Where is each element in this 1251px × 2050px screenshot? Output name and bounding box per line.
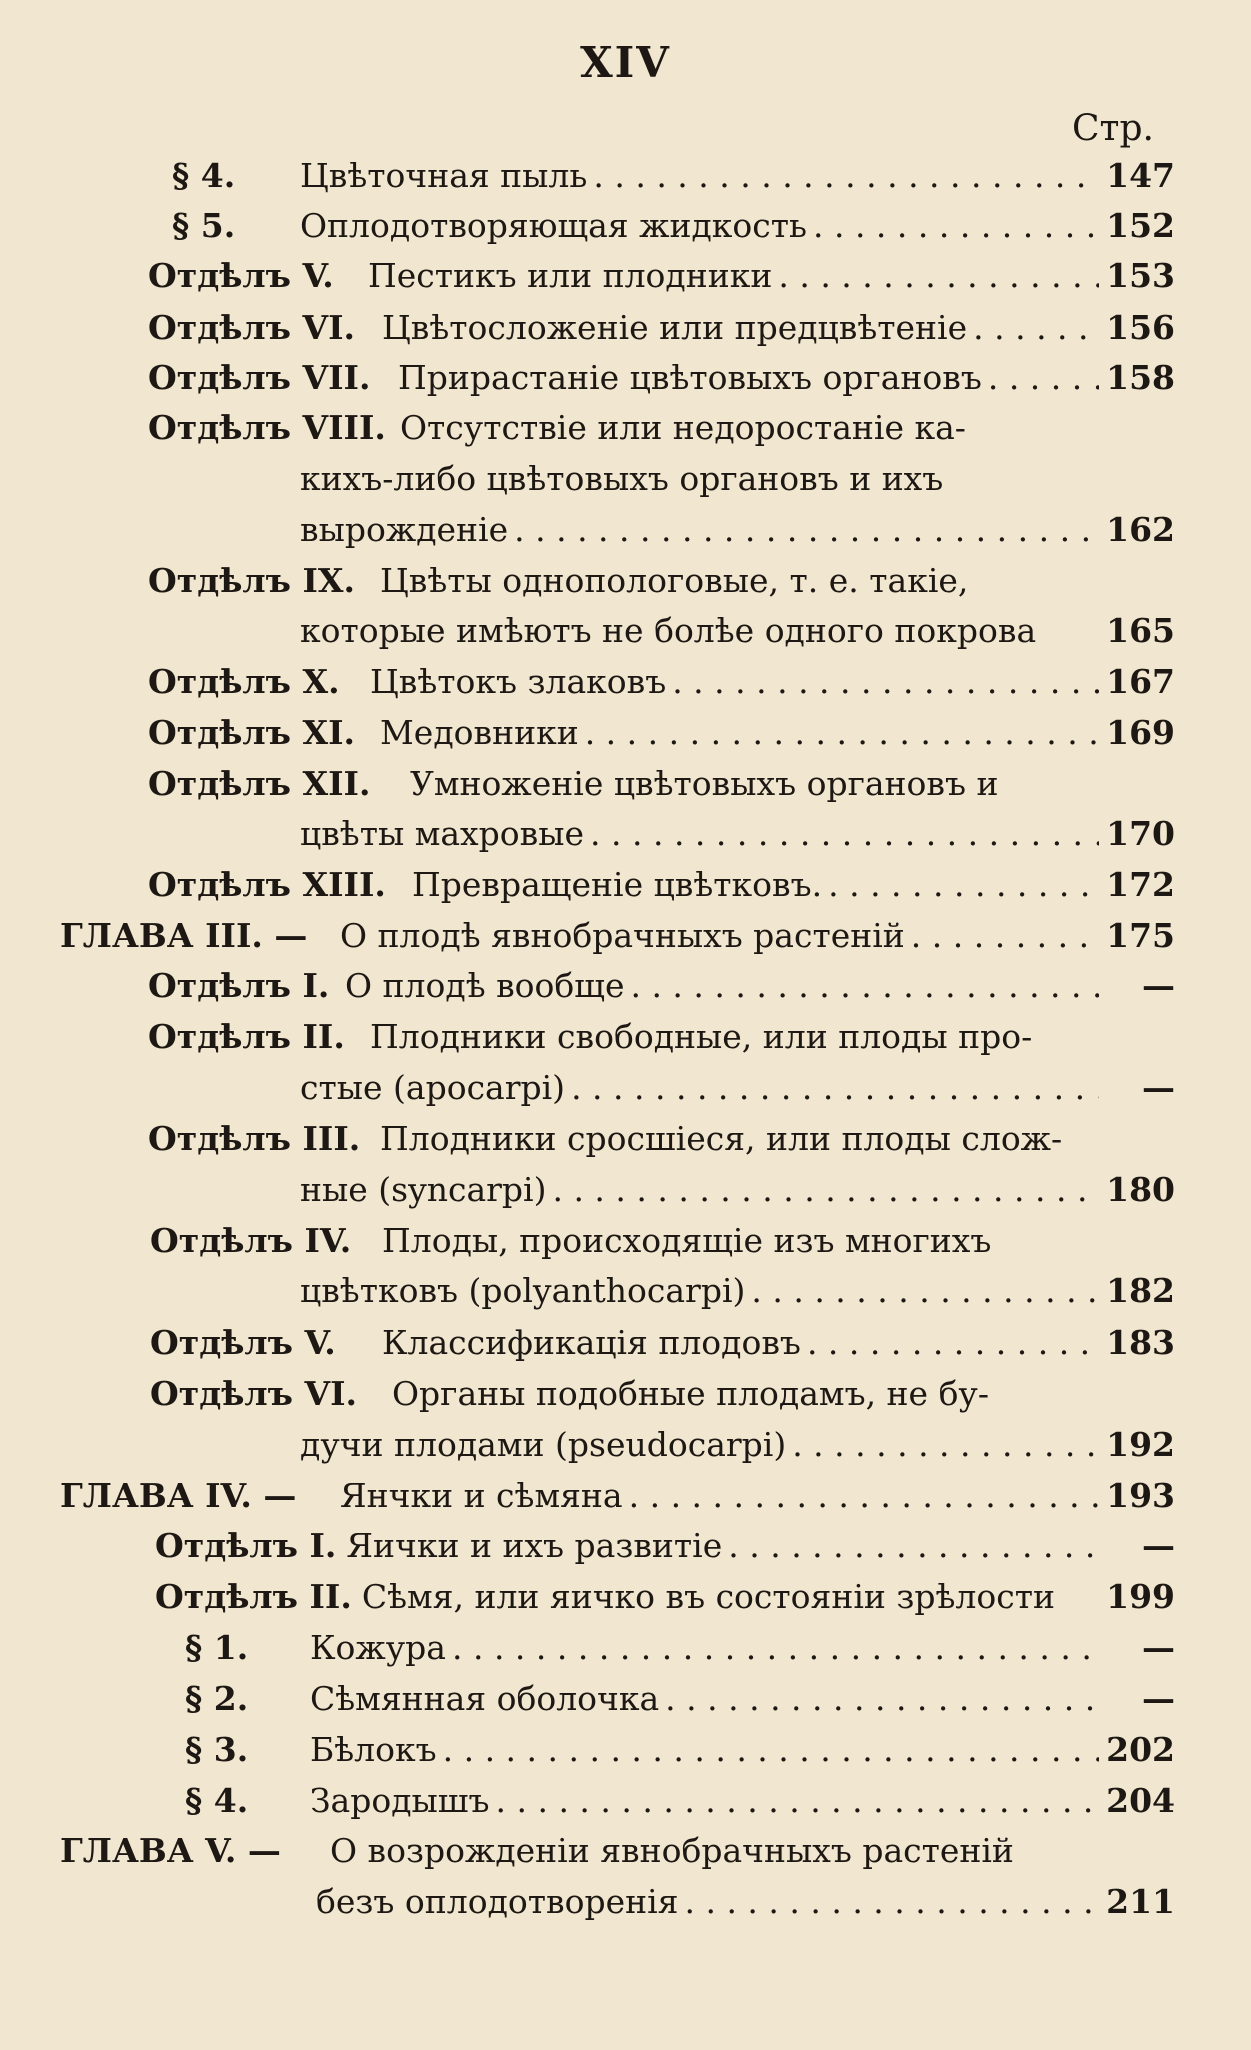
toc-entry-title: Сѣмянная оболочка	[310, 1679, 660, 1718]
toc-entry-title: О возрожденіи явнобрачныхъ растеній	[330, 1831, 1014, 1870]
toc-entry-title: Зародышъ	[310, 1781, 490, 1820]
toc-entry-title: Яички и ихъ развитіе	[346, 1526, 723, 1565]
toc-line	[150, 1368, 1175, 1419]
dot-leader	[593, 150, 1099, 201]
toc-entry-title: вырожденіе	[300, 510, 509, 549]
toc-entry-title: цвѣтковъ (polyanthocarpi)	[300, 1271, 746, 1310]
toc-entry-page: —	[1142, 966, 1175, 1005]
toc-entry-label: ГЛАВА III. —	[60, 916, 308, 955]
toc-entry-title: Плоды, происходящіе изъ многихъ	[382, 1221, 992, 1260]
toc-entry-label: Отдѣлъ I.	[148, 966, 330, 1005]
dot-leader	[813, 200, 1099, 251]
toc-entry-page: —	[1142, 1526, 1175, 1565]
toc-entry-label: § 3.	[185, 1730, 249, 1769]
dot-leader	[552, 1164, 1099, 1215]
toc-entry-page: 183	[1106, 1323, 1175, 1362]
dot-leader	[443, 1724, 1099, 1775]
toc-line	[185, 1673, 1175, 1724]
toc-entry-title: Цвѣтосложеніе или предцвѣтеніе	[382, 308, 968, 347]
dot-leader	[751, 1265, 1099, 1316]
toc-entry-label: Отдѣлъ XIII.	[148, 865, 386, 904]
toc-entry-title: Органы подобные плодамъ, не бу-	[392, 1374, 989, 1413]
dot-leader	[452, 1622, 1099, 1673]
toc-line	[150, 1419, 1175, 1470]
dot-leader	[792, 1419, 1099, 1470]
dot-leader	[911, 910, 1099, 961]
toc-entry-label: Отдѣлъ IX.	[148, 561, 355, 600]
toc-entry-title: О плодѣ явнобрачныхъ растеній	[340, 916, 905, 955]
toc-line	[148, 656, 1175, 707]
dot-leader	[590, 808, 1099, 859]
toc-entry-page: 199	[1106, 1577, 1175, 1616]
toc-entry-page: 211	[1106, 1882, 1175, 1921]
toc-entry-label: Отдѣлъ X.	[148, 662, 340, 701]
dot-leader	[988, 352, 1099, 403]
toc-entry-title: Пестикъ или плодники	[368, 256, 773, 295]
toc-entry-label: Отдѣлъ II.	[155, 1577, 352, 1616]
toc-entry-title: Сѣмя, или яичко въ состояніи зрѣлости	[361, 1577, 1055, 1616]
toc-line	[148, 960, 1175, 1011]
toc-entry-title: кихъ-либо цвѣтовыхъ органовъ и ихъ	[300, 459, 944, 498]
toc-entry-page: 162	[1106, 510, 1175, 549]
toc-line	[148, 555, 1175, 606]
toc-entry-title: Медовники	[380, 713, 579, 752]
toc-entry-title: Отсутствіе или недоростаніе ка-	[400, 408, 966, 447]
toc-line	[155, 1520, 1175, 1571]
toc-line	[150, 1317, 1175, 1368]
toc-entry-title: Прирастаніе цвѣтовыхъ органовъ	[398, 358, 982, 397]
toc-entry-label: Отдѣлъ IV.	[150, 1221, 352, 1260]
toc-line	[148, 605, 1175, 656]
toc-entry-page: 182	[1106, 1271, 1175, 1310]
toc-line	[185, 1724, 1175, 1775]
toc-entry-page: 193	[1106, 1476, 1175, 1515]
dot-leader	[630, 960, 1099, 1011]
toc-entry-title: дучи плодами (pseudocarpi)	[300, 1425, 787, 1464]
toc-entry-page: 180	[1106, 1170, 1175, 1209]
toc-line	[148, 402, 1175, 453]
toc-entry-title: Цвѣточная пыль	[300, 156, 588, 195]
dot-leader	[514, 504, 1099, 555]
toc-entry-label: Отдѣлъ VI.	[148, 308, 355, 347]
dot-leader	[585, 707, 1099, 758]
toc-line	[148, 808, 1175, 859]
dot-leader	[973, 302, 1099, 353]
toc-entry-label: Отдѣлъ XI.	[148, 713, 355, 752]
toc-line	[148, 1062, 1175, 1113]
toc-entry-title: Превращеніе цвѣтковъ.	[412, 865, 823, 904]
toc-line	[148, 1164, 1175, 1215]
toc-entry-page: 202	[1106, 1730, 1175, 1769]
toc-entry-title: цвѣты махровые	[300, 814, 585, 853]
toc-entry-label: Отдѣлъ VI.	[150, 1374, 357, 1413]
toc-entry-page: 170	[1106, 814, 1175, 853]
dot-leader	[665, 1673, 1099, 1724]
toc-entry-label: Отдѣлъ XII.	[148, 764, 371, 803]
toc-line	[148, 504, 1175, 555]
dot-leader	[629, 1470, 1099, 1521]
toc-line	[185, 1775, 1175, 1826]
toc-entry-title: Оплодотворяющая жидкость	[300, 206, 807, 245]
toc-entry-page: 156	[1106, 308, 1175, 347]
toc-line	[172, 150, 1175, 201]
toc-entry-label: Отдѣлъ III.	[148, 1119, 361, 1158]
dot-leader	[672, 656, 1099, 707]
toc-line	[148, 707, 1175, 758]
toc-entry-title: Янчки и сѣмяна	[340, 1476, 623, 1515]
toc-entry-label: ГЛАВА IV. —	[60, 1476, 297, 1515]
toc-entry-label: § 4.	[172, 156, 236, 195]
toc-line	[60, 910, 1175, 961]
toc-entry-label: Отдѣлъ VIII.	[148, 408, 386, 447]
toc-line	[150, 1215, 1175, 1266]
toc-entry-label: § 1.	[185, 1628, 249, 1667]
dot-leader	[728, 1520, 1099, 1571]
toc-entry-page: —	[1142, 1068, 1175, 1107]
toc-entry-title: Классификація плодовъ	[382, 1323, 801, 1362]
toc-entry-page: —	[1142, 1628, 1175, 1667]
toc-entry-page: 167	[1106, 662, 1175, 701]
toc-entry-label: ГЛАВА V. —	[60, 1831, 281, 1870]
toc-entry-page: 153	[1106, 256, 1175, 295]
dot-leader	[496, 1775, 1100, 1826]
toc-line	[148, 1011, 1175, 1062]
toc-entry-title: Плодники свободные, или плоды про-	[370, 1017, 1033, 1056]
toc-entry-page: 147	[1106, 156, 1175, 195]
toc-entry-label: Отдѣлъ II.	[148, 1017, 345, 1056]
toc-line	[148, 453, 1175, 504]
toc-entry-page: 158	[1106, 358, 1175, 397]
toc-entry-title: Кожура	[310, 1628, 446, 1667]
toc-entry-page: 152	[1106, 206, 1175, 245]
page-column-header: Стр.	[1072, 108, 1154, 149]
toc-entry-page: 192	[1106, 1425, 1175, 1464]
toc-line	[185, 1622, 1175, 1673]
toc-line	[148, 352, 1175, 403]
toc-entry-page: —	[1142, 1679, 1175, 1718]
toc-line	[148, 250, 1175, 301]
toc-entry-title: стые (apocarpi)	[300, 1068, 566, 1107]
toc-line	[150, 1265, 1175, 1316]
toc-line	[148, 1113, 1175, 1164]
dot-leader	[571, 1062, 1099, 1113]
toc-line	[60, 1470, 1175, 1521]
toc-entry-label: Отдѣлъ I.	[155, 1526, 337, 1565]
toc-entry-label: Отдѣлъ VII.	[148, 358, 371, 397]
toc-entry-page: 172	[1106, 865, 1175, 904]
toc-entry-page: 165	[1106, 611, 1175, 650]
dot-leader	[778, 250, 1099, 301]
toc-line	[60, 1876, 1175, 1927]
toc-entry-label: Отдѣлъ V.	[150, 1323, 336, 1362]
toc-line	[155, 1571, 1175, 1622]
toc-entry-label: § 5.	[172, 206, 236, 245]
toc-entry-title: Цвѣтокъ злаковъ	[370, 662, 667, 701]
toc-entry-title: которые имѣютъ не болѣе одного покрова	[300, 611, 1037, 650]
page-number: XIV	[580, 38, 671, 87]
toc-line	[172, 200, 1175, 251]
toc-entry-page: 175	[1106, 916, 1175, 955]
dot-leader	[807, 1317, 1099, 1368]
toc-line	[148, 859, 1175, 910]
toc-line	[60, 1825, 1175, 1876]
toc-entry-title: безъ оплодотворенія	[316, 1882, 679, 1921]
toc-entry-title: Бѣлокъ	[310, 1730, 437, 1769]
toc-entry-label: Отдѣлъ V.	[148, 256, 334, 295]
toc-entry-title: Плодники сросшіеся, или плоды слож-	[380, 1119, 1063, 1158]
toc-entry-page: 169	[1106, 713, 1175, 752]
toc-entry-title: Умноженіе цвѣтовыхъ органовъ и	[410, 764, 999, 803]
toc-entry-label: § 4.	[185, 1781, 249, 1820]
toc-line	[148, 302, 1175, 353]
toc-entry-label: § 2.	[185, 1679, 249, 1718]
toc-entry-title: Цвѣты однопологовые, т. е. такіе,	[380, 561, 969, 600]
dot-leader	[684, 1876, 1099, 1927]
dot-leader	[828, 859, 1099, 910]
toc-entry-title: О плодѣ вообще	[345, 966, 625, 1005]
toc-entry-page: 204	[1106, 1781, 1175, 1820]
toc-entry-title: ные (syncarpi)	[300, 1170, 547, 1209]
toc-line	[148, 758, 1175, 809]
